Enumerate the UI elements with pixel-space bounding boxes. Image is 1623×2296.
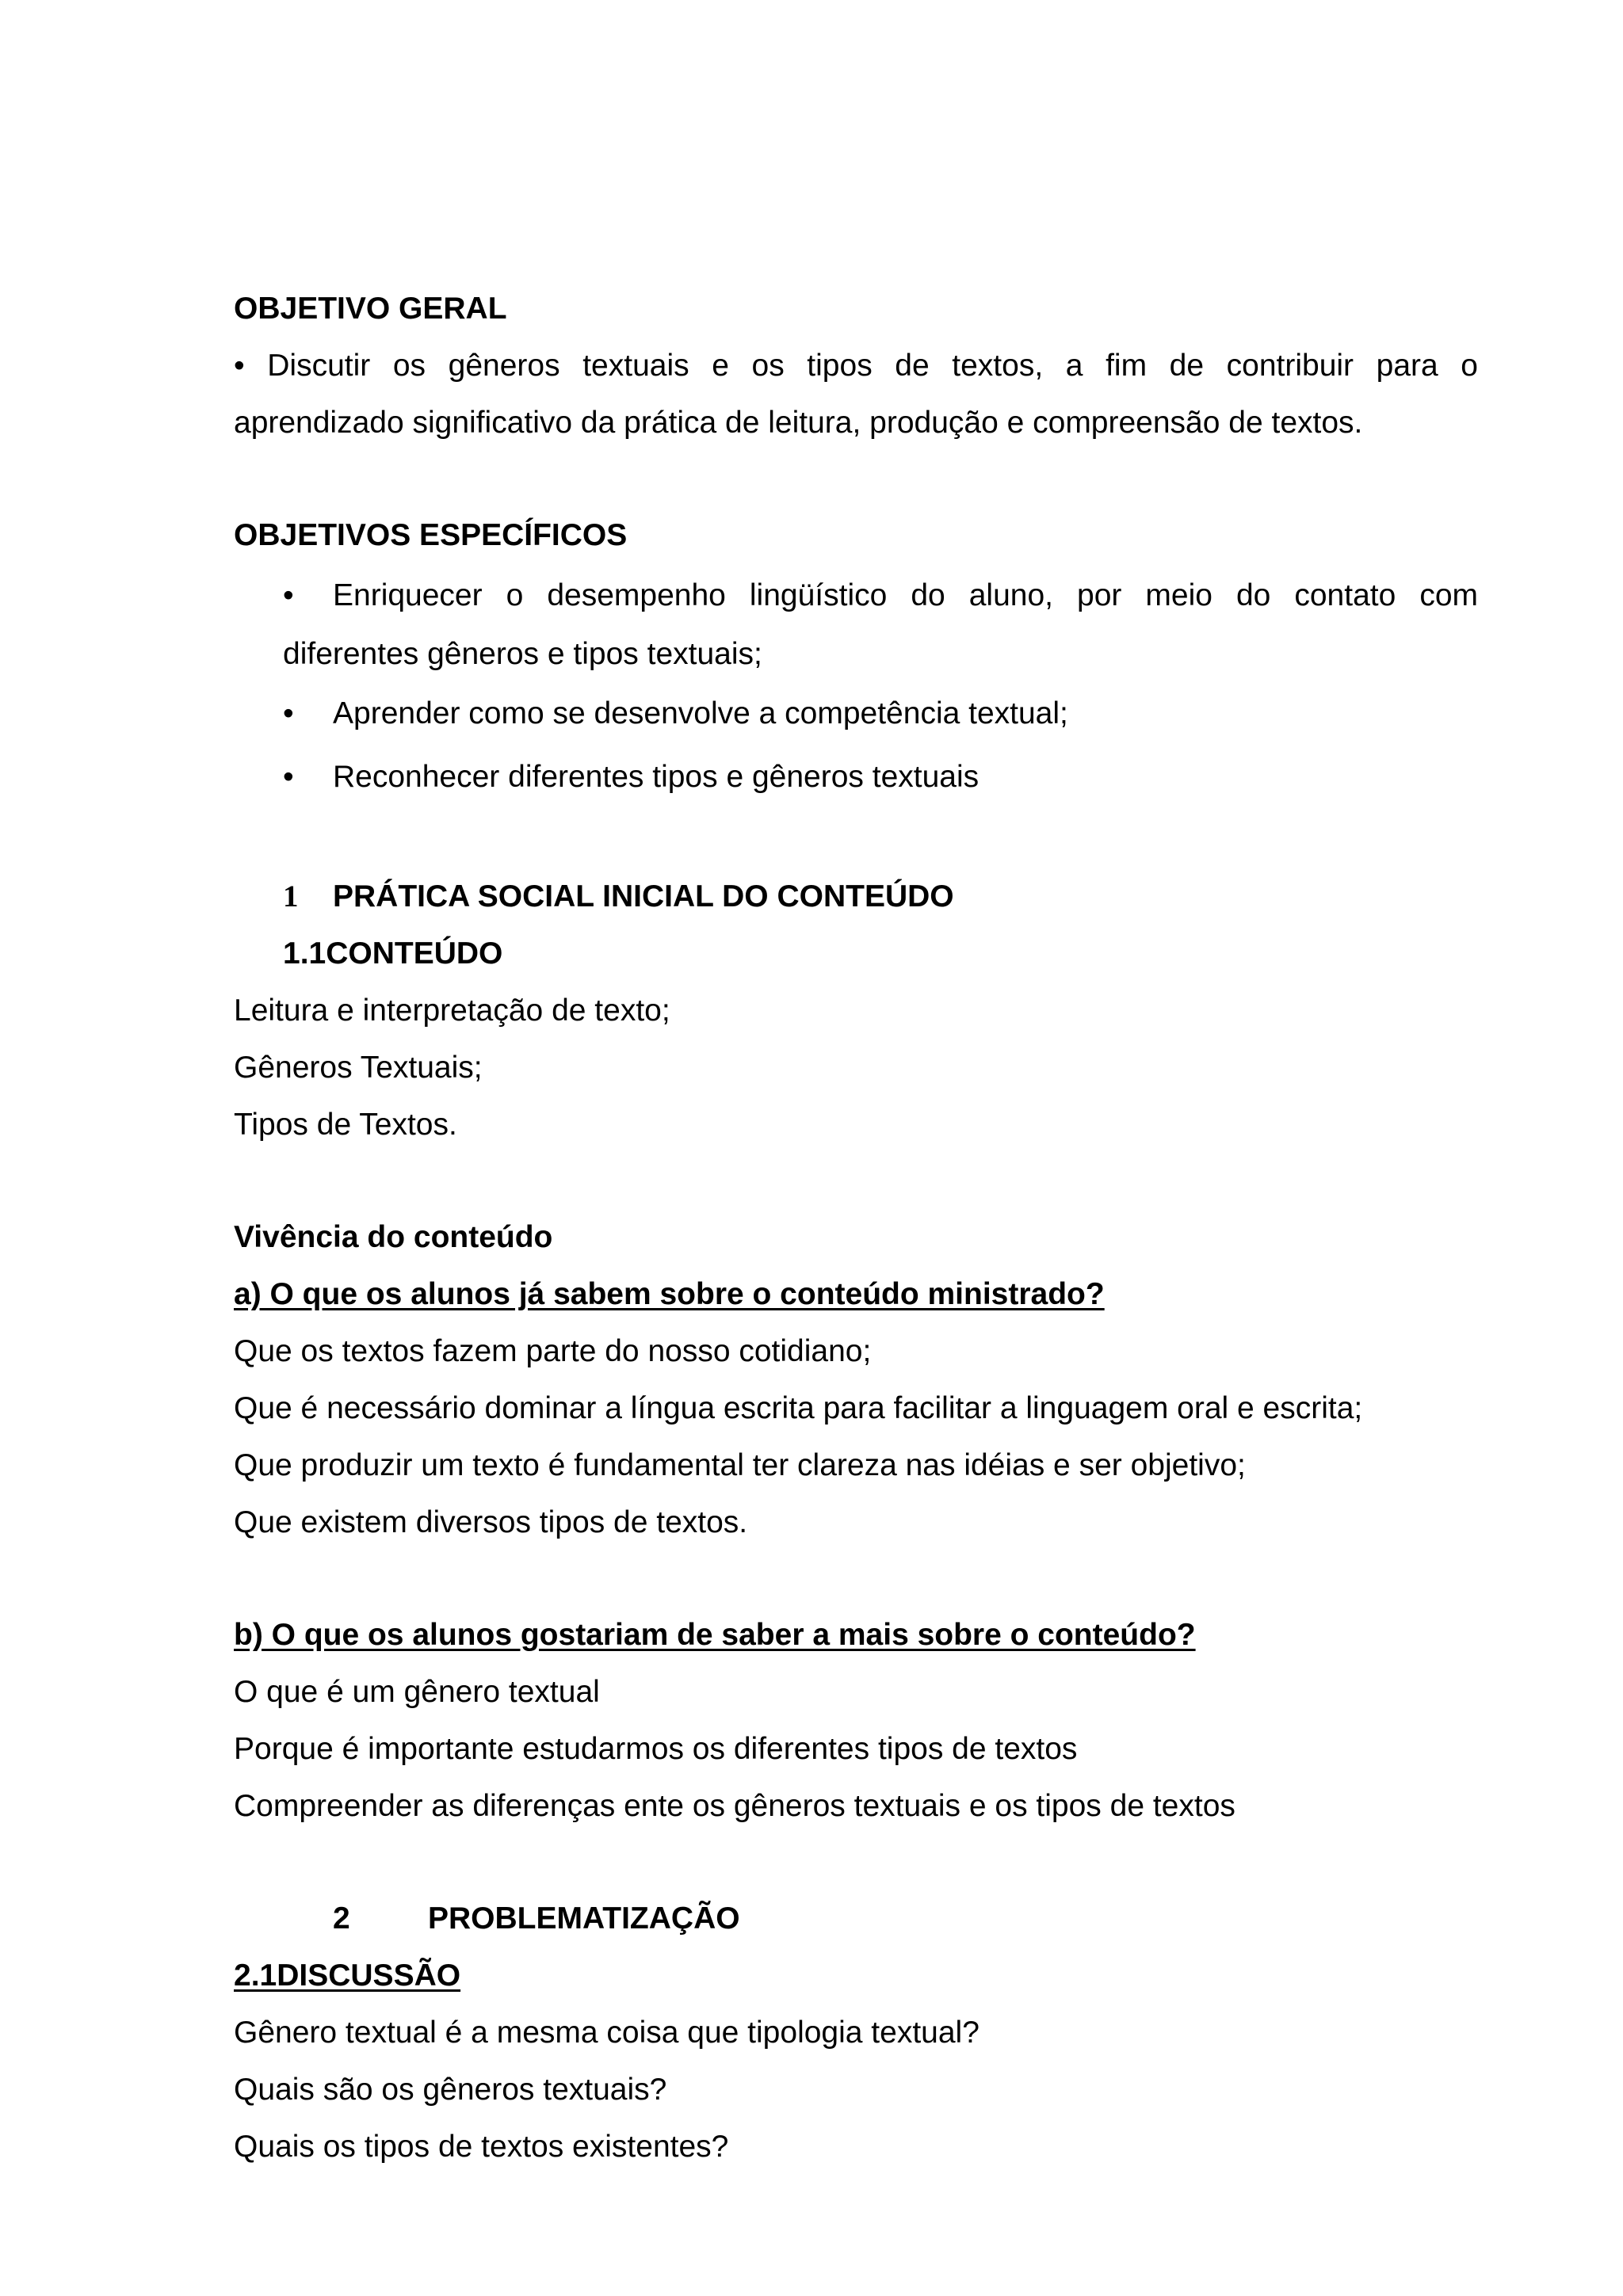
conteudo-item-2: Gêneros Textuais; bbox=[234, 1051, 483, 1085]
section-1-number: 1 bbox=[283, 879, 299, 913]
objetivo-geral-text-line2: aprendizado significativo da prática de leitura, produção e compreensão de textos. bbox=[234, 406, 1363, 440]
especifico-item-1-line2: diferentes gêneros e tipos textuais; bbox=[283, 637, 762, 671]
section-2-title: PROBLEMATIZAÇÃO bbox=[428, 1901, 740, 1936]
answer-a-2: Que é necessário dominar a língua escrita para facilitar a linguagem oral e escrita; bbox=[234, 1391, 1363, 1425]
section-1-title: PRÁTICA SOCIAL INICIAL DO CONTEÚDO bbox=[333, 879, 954, 913]
answer-a-1: Que os textos fazem parte do nosso cotidiano; bbox=[234, 1334, 872, 1368]
discussao-item-3: Quais os tipos de textos existentes? bbox=[234, 2130, 729, 2164]
objetivos-especificos-heading: OBJETIVOS ESPECÍFICOS bbox=[234, 518, 628, 552]
section-2-1-heading: 2.1DISCUSSÃO bbox=[234, 1958, 461, 1993]
answer-b-1: O que é um gênero textual bbox=[234, 1675, 600, 1709]
conteudo-item-1: Leitura e interpretação de texto; bbox=[234, 994, 670, 1028]
answer-a-4: Que existem diversos tipos de textos. bbox=[234, 1505, 748, 1539]
question-b: b) O que os alunos gostariam de saber a mais sobre o conteúdo? bbox=[234, 1618, 1196, 1652]
bullet-icon: • bbox=[283, 578, 294, 612]
answer-b-3: Compreender as diferenças ente os gêneros textuais e os tipos de textos bbox=[234, 1789, 1235, 1823]
objetivo-geral-heading: OBJETIVO GERAL bbox=[234, 292, 507, 326]
especifico-item-1-line1: Enriquecer o desempenho lingüístico do aluno, por meio do contato com bbox=[333, 578, 1478, 612]
section-1-1-heading: 1.1CONTEÚDO bbox=[283, 936, 503, 971]
especifico-item-2: Aprender como se desenvolve a competência textual; bbox=[333, 696, 1068, 730]
answer-b-2: Porque é importante estudarmos os diferentes tipos de textos bbox=[234, 1732, 1078, 1766]
discussao-item-1: Gênero textual é a mesma coisa que tipologia textual? bbox=[234, 2016, 980, 2050]
answer-a-3: Que produzir um texto é fundamental ter clareza nas idéias e ser objetivo; bbox=[234, 1448, 1246, 1482]
objetivo-geral-text-line1: • Discutir os gêneros textuais e os tipos de textos, a fim de contribuir para o bbox=[234, 349, 1478, 383]
especifico-item-3: Reconhecer diferentes tipos e gêneros textuais bbox=[333, 760, 980, 794]
bullet-icon: • bbox=[283, 696, 294, 730]
discussao-item-2: Quais são os gêneros textuais? bbox=[234, 2073, 667, 2107]
conteudo-item-3: Tipos de Textos. bbox=[234, 1108, 457, 1142]
question-a: a) O que os alunos já sabem sobre o conteúdo ministrado? bbox=[234, 1277, 1105, 1311]
bullet-icon: • bbox=[283, 760, 294, 794]
section-2-number: 2 bbox=[333, 1901, 350, 1936]
vivencia-heading: Vivência do conteúdo bbox=[234, 1220, 553, 1254]
